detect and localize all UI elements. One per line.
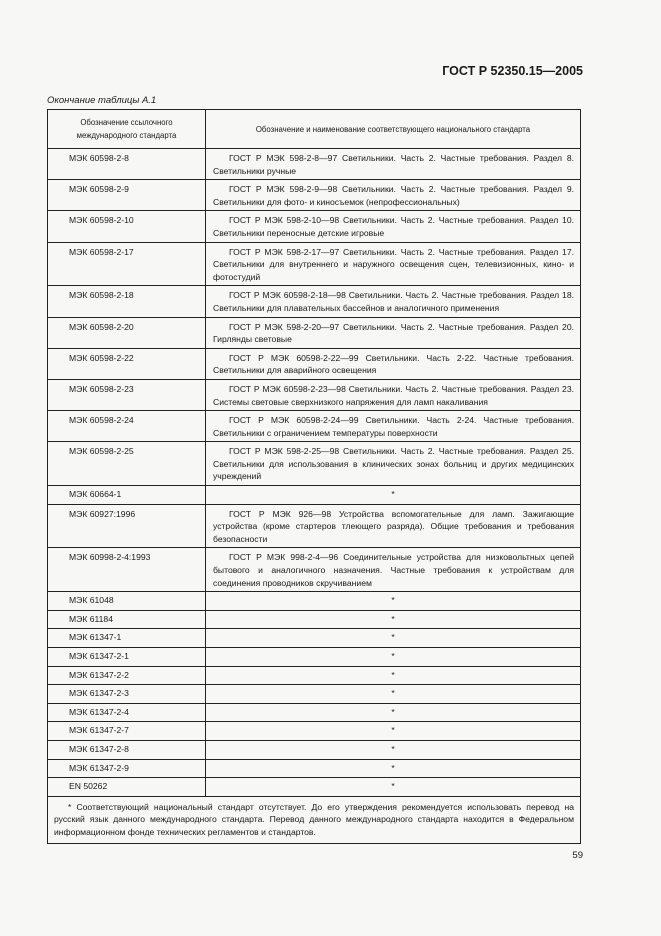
column-header-national: Обозначение и наименование соответствующего национального стандарта — [206, 110, 581, 149]
national-standard-cell — [206, 504, 581, 548]
no-national-standard-mark: * — [206, 486, 581, 505]
national-standard-cell — [206, 149, 581, 180]
no-national-standard-mark: * — [206, 648, 581, 667]
national-standard-cell — [206, 442, 581, 486]
international-standard-cell: МЭК 60598-2-17 — [48, 242, 206, 286]
international-standard-cell: МЭК 61048 — [48, 592, 206, 611]
table-body — [48, 149, 581, 797]
page-number: 59 — [572, 850, 583, 861]
international-standard-cell: МЭК 60598-2-20 — [48, 317, 206, 348]
international-standard-cell: МЭК 61347-2-3 — [48, 685, 206, 704]
national-standard-cell — [206, 348, 581, 379]
international-standard-cell: МЭК 60598-2-18 — [48, 286, 206, 317]
no-national-standard-mark: * — [206, 759, 581, 778]
national-standard-text: ГОСТ Р МЭК 926—98 Устройства вспомогательные для ламп. Зажигающие устройства (кроме стартеров тлеющего разряда). Общие требования и требования безопасности — [213, 508, 574, 544]
no-national-standard-mark: * — [206, 666, 581, 685]
table-row — [48, 504, 581, 548]
international-standard-cell: МЭК 60598-2-22 — [48, 348, 206, 379]
national-standard-text: ГОСТ Р МЭК 60598-2-18—98 Светильники. Часть 2. Частные требования. Раздел 18. Светильники для плавательных бассейнов и аналогичного применения — [213, 290, 574, 313]
no-national-standard-mark: * — [206, 610, 581, 629]
table-row — [48, 610, 581, 629]
international-standard-cell: МЭК 61347-2-2 — [48, 666, 206, 685]
international-standard-cell: МЭК 60598-2-9 — [48, 180, 206, 211]
national-standard-cell — [206, 211, 581, 242]
international-standard-cell: МЭК 60598-2-25 — [48, 442, 206, 486]
table-row — [48, 442, 581, 486]
national-standard-text: ГОСТ Р МЭК 598-2-10—98 Светильники. Часть 2. Частные требования. Раздел 10. Светильники переносные детские игровые — [213, 215, 574, 238]
table-row — [48, 703, 581, 722]
international-standard-cell: МЭК 61347-2-1 — [48, 648, 206, 667]
table-row — [48, 348, 581, 379]
table-row — [48, 722, 581, 741]
table-row — [48, 548, 581, 592]
table-row — [48, 411, 581, 442]
table-row — [48, 648, 581, 667]
table-row — [48, 685, 581, 704]
table-row — [48, 211, 581, 242]
table-row — [48, 778, 581, 797]
national-standard-cell — [206, 548, 581, 592]
national-standard-text: ГОСТ Р МЭК 60598-2-23—98 Светильники. Часть 2. Частные требования. Раздел 23. Системы световые сверхнизкого напряжения для ламп накаливания — [213, 383, 574, 407]
footnote-row — [48, 796, 581, 843]
national-standard-text: ГОСТ Р МЭК 60598-2-22—99 Светильники. Часть 2-22. Частные требования. Светильники для аварийного освещения — [213, 352, 574, 376]
international-standard-cell: МЭК 61347-1 — [48, 629, 206, 648]
national-standard-text: ГОСТ Р МЭК 598-2-20—97 Светильники. Часть 2. Частные требования. Раздел 20. Гирлянды световые — [213, 321, 574, 345]
no-national-standard-mark: * — [206, 778, 581, 797]
table-caption: Окончание таблицы А.1 — [47, 95, 157, 106]
international-standard-cell: МЭК 60598-2-10 — [48, 211, 206, 242]
international-standard-cell: МЭК 60598-2-8 — [48, 149, 206, 180]
no-national-standard-mark: * — [206, 740, 581, 759]
no-national-standard-mark: * — [206, 685, 581, 704]
table-row — [48, 149, 581, 180]
no-national-standard-mark: * — [206, 592, 581, 611]
column-header-international: Обозначение ссылочного международного стандарта — [48, 110, 206, 149]
international-standard-cell: МЭК 61184 — [48, 610, 206, 629]
international-standard-cell: EN 50262 — [48, 778, 206, 797]
footnote: * Соответствующий национальный стандарт отсутствует. До его утверждения рекомендуется использовать перевод на русский язык данного международного стандарта. Перевод данного международного стандарта находится в Федеральном информационном фонде технических регламентов и стандартов. — [48, 796, 581, 843]
table-row — [48, 379, 581, 410]
national-standard-cell — [206, 242, 581, 286]
table-row — [48, 759, 581, 778]
table-row — [48, 317, 581, 348]
no-national-standard-mark: * — [206, 629, 581, 648]
table-row — [48, 242, 581, 286]
international-standard-cell: МЭК 61347-2-8 — [48, 740, 206, 759]
standards-table — [47, 109, 581, 844]
national-standard-text: ГОСТ Р МЭК 598-2-8—97 Светильники. Часть 2. Частные требования. Раздел 8. Светильники ручные — [213, 153, 574, 176]
national-standard-cell — [206, 379, 581, 410]
international-standard-cell: МЭК 60927:1996 — [48, 504, 206, 548]
table-row — [48, 629, 581, 648]
international-standard-cell: МЭК 61347-2-4 — [48, 703, 206, 722]
document-code: ГОСТ Р 52350.15—2005 — [442, 64, 583, 78]
national-standard-cell — [206, 411, 581, 442]
national-standard-text: ГОСТ Р МЭК 598-2-9—98 Светильники. Часть 2. Частные требования. Раздел 9. Светильники для фото- и киносъемок (непрофессиональных) — [213, 184, 574, 207]
table-header-row — [48, 110, 581, 149]
national-standard-text: ГОСТ Р МЭК 60598-2-24—99 Светильники. Часть 2-24. Частные требования. Светильники с ограничением температуры поверхности — [213, 415, 574, 438]
table-row — [48, 180, 581, 211]
national-standard-cell — [206, 317, 581, 348]
national-standard-cell — [206, 180, 581, 211]
national-standard-text: ГОСТ Р МЭК 598-2-25—98 Светильники. Часть 2. Частные требования. Раздел 25. Светильники для использования в клинических зонах больниц и других медицинских учреждений — [213, 446, 574, 482]
table-row — [48, 286, 581, 317]
no-national-standard-mark: * — [206, 722, 581, 741]
table-row — [48, 486, 581, 505]
international-standard-cell: МЭК 60598-2-24 — [48, 411, 206, 442]
international-standard-cell: МЭК 61347-2-7 — [48, 722, 206, 741]
table-row — [48, 740, 581, 759]
national-standard-text: ГОСТ Р МЭК 998-2-4—96 Соединительные устройства для низковольтных цепей бытового и аналогичного назначения. Частные требования к устройствам для соединения проводников скручиванием — [213, 552, 574, 588]
national-standard-text: ГОСТ Р МЭК 598-2-17—97 Светильники. Часть 2. Частные требования. Раздел 17. Светильники для внутреннего и наружного освещения сцен, телевизионных, кино- и фотостудий — [213, 246, 574, 282]
national-standard-cell — [206, 286, 581, 317]
international-standard-cell: МЭК 61347-2-9 — [48, 759, 206, 778]
no-national-standard-mark: * — [206, 703, 581, 722]
international-standard-cell: МЭК 60598-2-23 — [48, 379, 206, 410]
table-row — [48, 666, 581, 685]
international-standard-cell: МЭК 60998-2-4:1993 — [48, 548, 206, 592]
table-row — [48, 592, 581, 611]
international-standard-cell: МЭК 60664-1 — [48, 486, 206, 505]
